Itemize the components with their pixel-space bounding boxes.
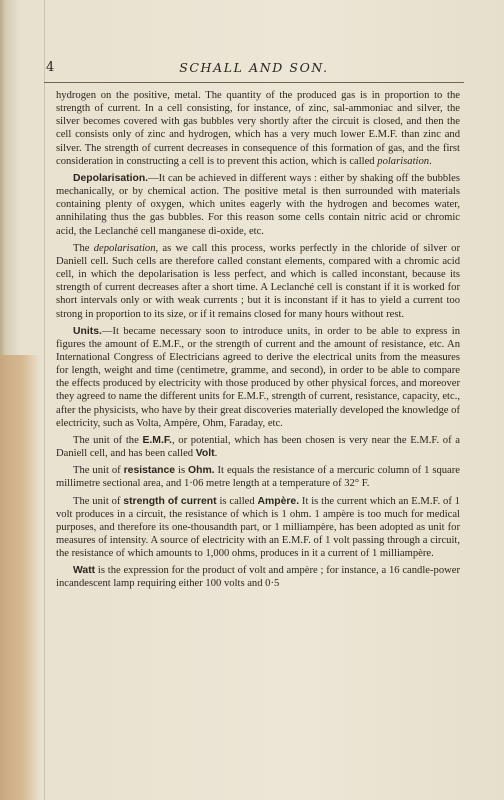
page-header [44, 58, 464, 83]
bold-term: Volt [195, 448, 215, 460]
text-run: . [429, 155, 432, 167]
bold-term: resistance [123, 465, 176, 477]
text-run: —It can be achieved in different ways : either by shaking off the bubbles mechanically, or by chemical action. The positive metal is then surrounded with materials containing plenty of oxygen, which unites eagerly with the hydrogen and becomes water, annihilating thus the gas bubbles. For this reason some cells contain nitric acid or chromic acid, the Leclanché cell manganese di-oxide, etc. [56, 172, 460, 237]
paragraph-emf [56, 434, 460, 460]
text-run: —It became necessary soon to introduce units, in order to be able to express in figures the amount of E.M.F., or the strength of current and the amount of resistance, etc. An International Congress of Electricians agreed to derive the electrical units from the measures for length, weight and time (centimetre, gramme, and second), in order to be able to compare the effects produced by electricity with those produced by other physical forces, and moreover they agreed to name the different units for E.M.F., strength of current, resistance, capacity, etc., after the physicists, who have by their great discoveries materially developed the knowledge of electricity, such as Volta, Ampère, Ohm, Faraday, etc. [56, 325, 460, 429]
paragraph-units [56, 325, 460, 430]
paragraph-depolarisation [56, 172, 460, 238]
text-run: is the expression for the product of volt and ampère ; for instance, a 16 candle-power incandescent lamp requiring either 100 volts and 0·5 [56, 565, 460, 590]
section-heading: Units. [73, 325, 102, 337]
paper-stain [0, 355, 40, 800]
text-run: The unit of [73, 495, 124, 507]
text-run: hydrogen on the positive, metal. The quantity of the produced gas is in proportion to the strength of current. In a cell consisting, for instance, of zinc, sal-ammoniac and silver, the silver becomes covered with gas bubbles very shortly after the circuit is closed, and then the cell consists only of zinc and hydrogen, which has a very much lower E.M.F. than zinc and silver. The strength of current decreases in consequence of this formation of gas, and the first consideration in constructing a cell is to prevent this action, which is called [56, 90, 460, 167]
body-text [56, 89, 460, 595]
paragraph-resistance [56, 464, 460, 490]
italic-term: polarisation [377, 155, 430, 167]
text-run: The unit of the [73, 434, 143, 446]
text-run: The unit of [73, 465, 124, 477]
text-run: It is the current which an E.M.F. of 1 volt produces in a circuit, the resistance of which is 1 ohm. 1 ampère is too much for medical purposes, and therefore its one-thousandth part, or 1 milliampère, has been adopted as unit for measures of intensity. A source of electricity with an E.M.F. of 1 volt passing through a circuit, the resistance of which amounts to 1,000 ohms, produces in it a current of 1 milliampère. [56, 495, 460, 560]
bold-term: Ampère. [257, 495, 300, 507]
binding-edge [44, 0, 45, 800]
running-head: SCHALL AND SON. [179, 60, 329, 75]
paragraph-watt [56, 564, 460, 590]
text-run: It equals the resistance of a mercuric column of 1 square millimetre sectional area, and 1·06 metre length at a temperature of 32° F. [56, 465, 460, 490]
italic-term: depolarisation [93, 242, 156, 254]
bold-term: E.M.F. [142, 434, 172, 446]
section-heading: Depolarisation. [73, 172, 149, 184]
bold-term: Ohm. [188, 465, 215, 477]
text-run: is called [216, 495, 258, 507]
paragraph-depolarisation-process [56, 242, 460, 321]
text-run: , as we call this process, works perfectly in the chloride of silver or Daniell cell. Such cells are therefore called constant elements, compared with a chromic acid cell, in which the depolarisation is less perfect, and which is called inconstant, because its strength of current decreases after a short time. A Leclanché cell is constant if it is worked for short intervals only or with weak currents ; but it is inconstant if it has to yield a current too strong in proportion to its size, or if it remains closed for many hours without rest. [56, 242, 460, 320]
text-run: , or potential, which has been chosen is very near the E.M.F. of a Daniell cell, and has been called [56, 434, 460, 460]
text-run: is [175, 465, 189, 477]
text-run: . [214, 448, 218, 460]
text-run: The [73, 242, 94, 254]
bold-term: strength of current [123, 495, 217, 507]
paragraph-current [56, 495, 460, 561]
page-number: 4 [46, 60, 55, 75]
paragraph-polarisation [56, 89, 460, 168]
section-heading: Watt [73, 565, 96, 577]
